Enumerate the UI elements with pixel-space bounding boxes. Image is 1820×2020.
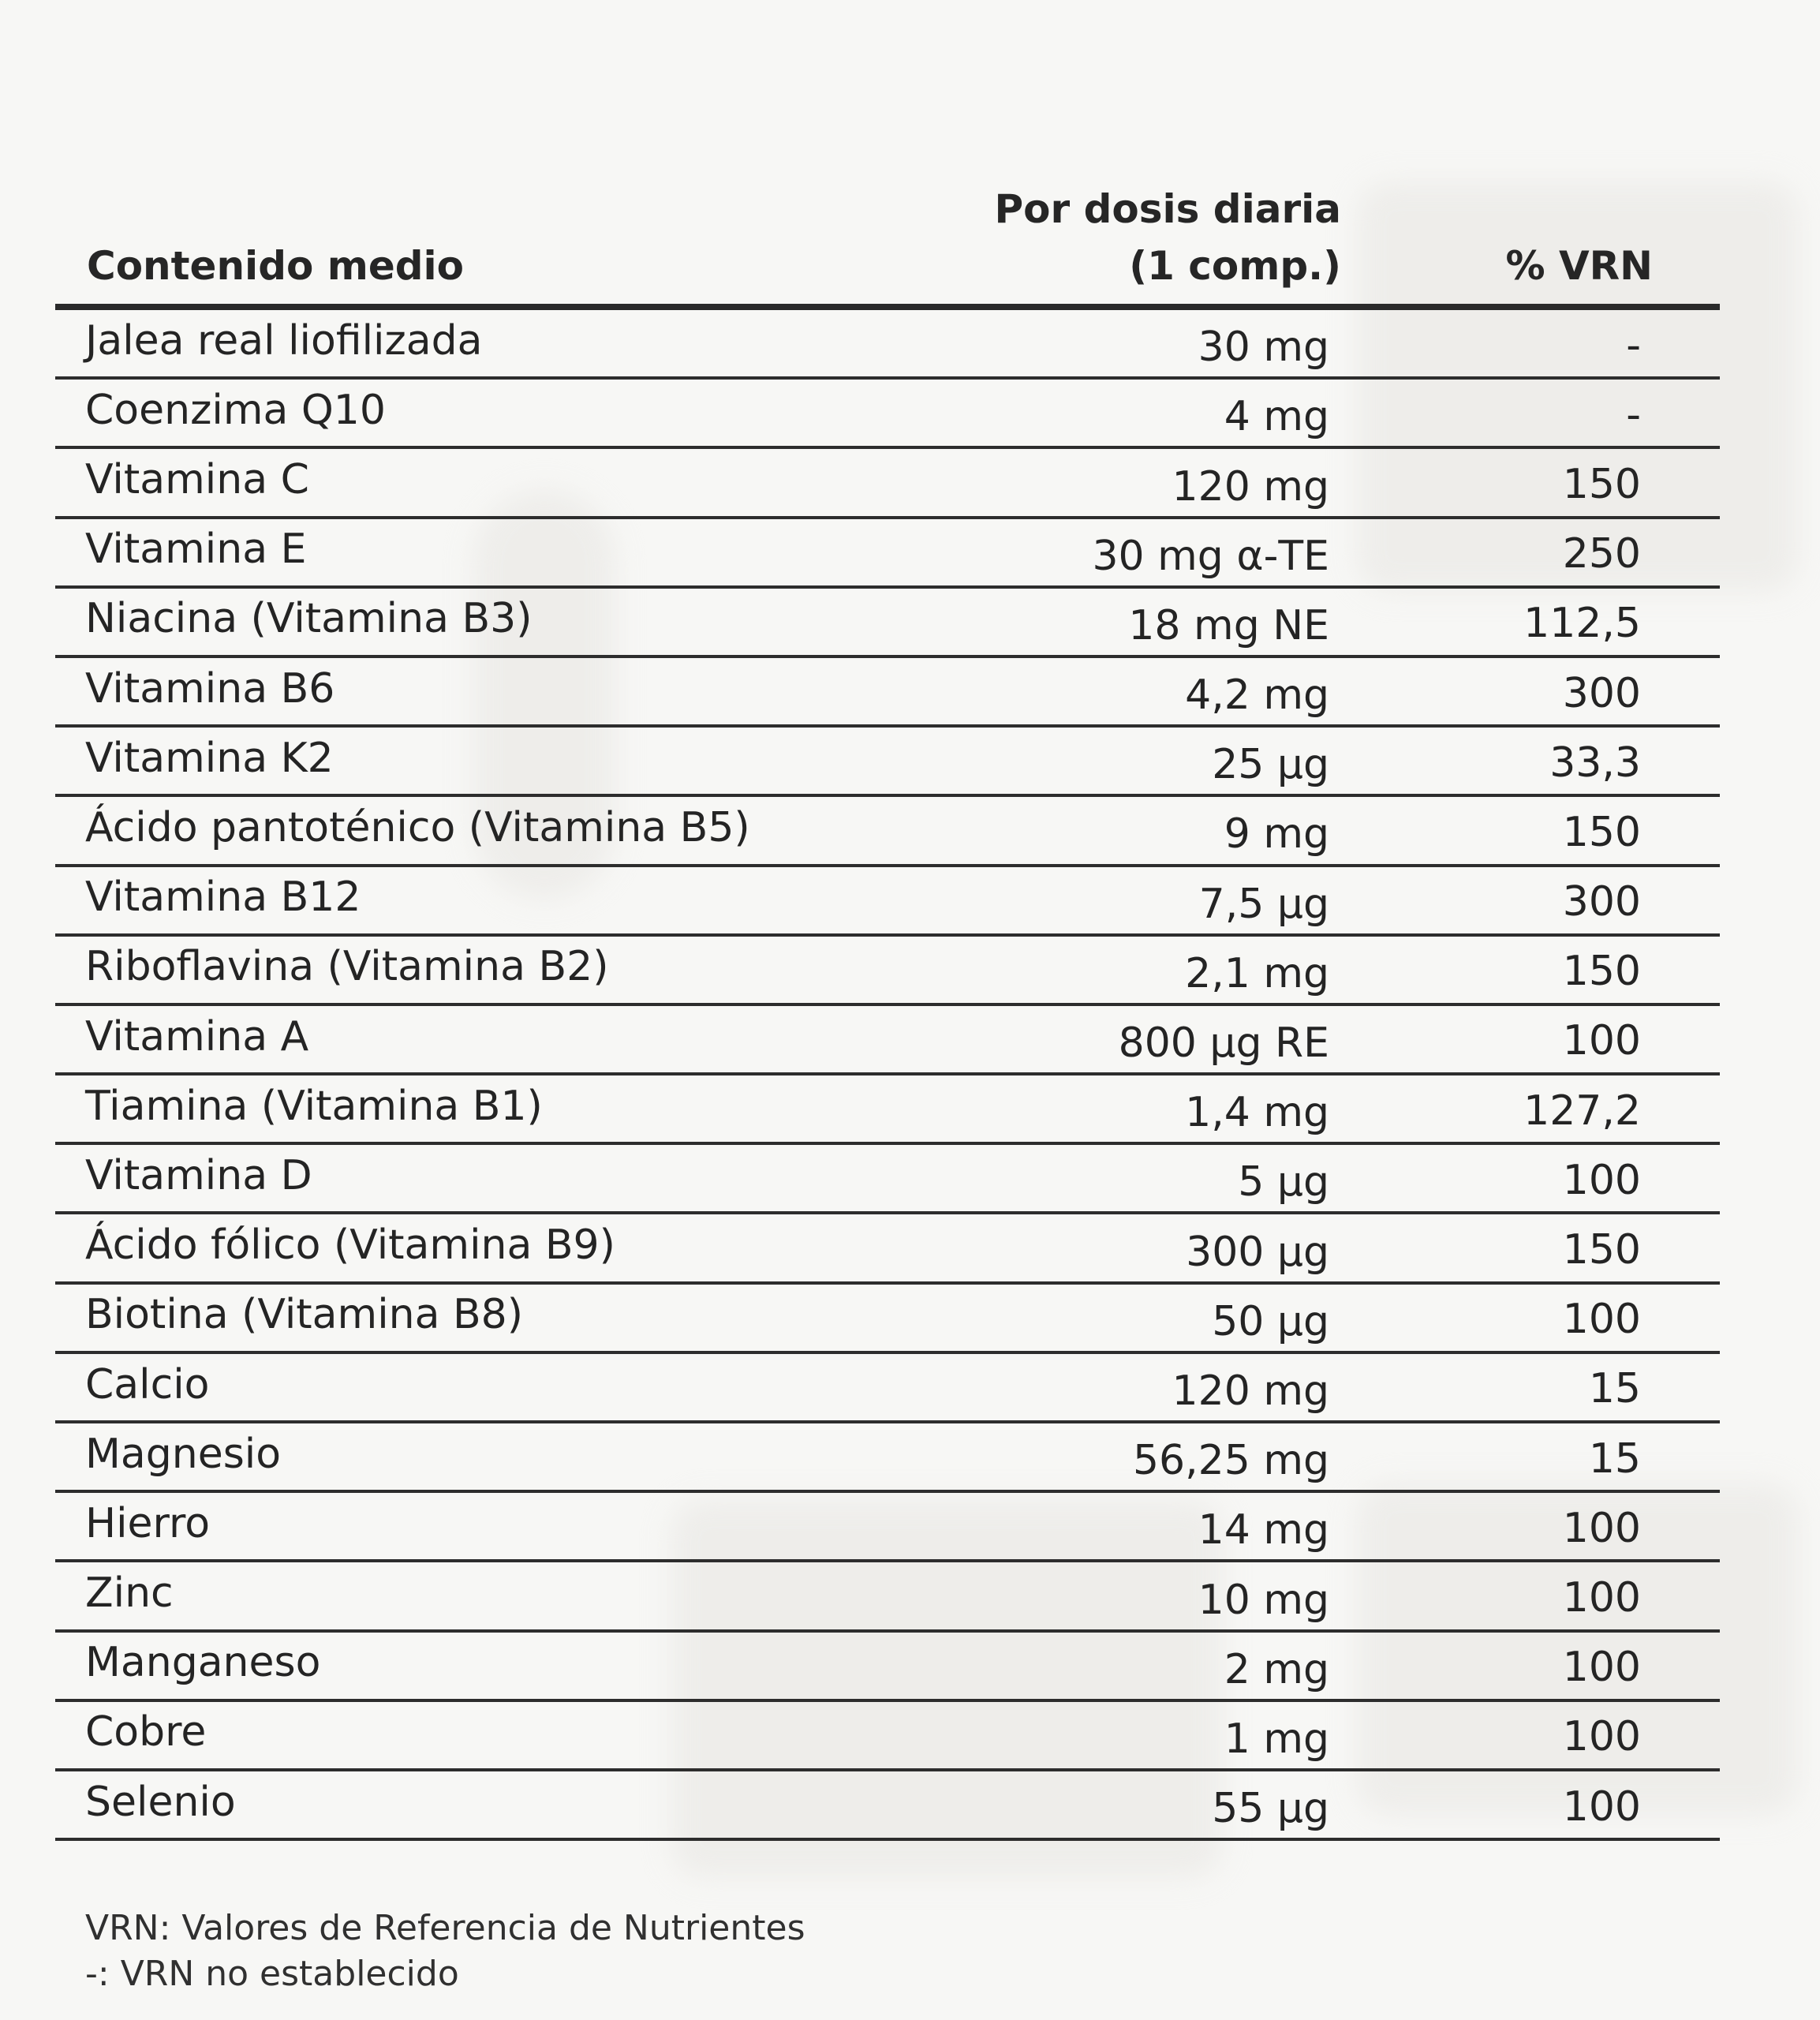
nutrient-dose: 800 µg RE <box>1118 1019 1329 1068</box>
nutrient-dose: 1 mg <box>1224 1715 1329 1763</box>
nutrient-name: Selenio <box>85 1778 236 1826</box>
nutrient-vrn: 150 <box>1562 1226 1641 1274</box>
nutrient-vrn: 150 <box>1562 460 1641 508</box>
nutrient-vrn: 100 <box>1562 1156 1641 1204</box>
nutrient-name: Magnesio <box>85 1430 282 1478</box>
header-contenido-medio: Contenido medio <box>87 243 465 289</box>
nutrient-dose: 9 mg <box>1224 810 1329 858</box>
nutrient-vrn: 15 <box>1588 1365 1641 1413</box>
nutrient-vrn: 150 <box>1562 808 1641 856</box>
table-row <box>55 1702 1720 1771</box>
nutrient-vrn: 112,5 <box>1523 600 1641 648</box>
nutrient-dose: 7,5 µg <box>1198 880 1329 928</box>
nutrient-name: Vitamina E <box>85 526 307 574</box>
header-vrn: % VRN <box>1505 243 1653 289</box>
footnote-dash: -: VRN no establecido <box>85 1954 459 1994</box>
table-row <box>55 1214 1720 1284</box>
nutrient-vrn: - <box>1626 391 1641 439</box>
nutrient-name: Jalea real liofilizada <box>85 316 483 365</box>
nutrient-dose: 2,1 mg <box>1185 949 1329 997</box>
nutrient-name: Vitamina C <box>85 456 309 504</box>
nutrient-dose: 30 mg <box>1198 324 1329 372</box>
nutrient-dose: 4 mg <box>1224 393 1329 441</box>
nutrient-dose: 18 mg NE <box>1128 601 1329 649</box>
nutrient-name: Hierro <box>85 1499 211 1547</box>
nutrient-name: Tiamina (Vitamina B1) <box>85 1082 543 1130</box>
nutrient-dose: 30 mg α-TE <box>1092 532 1329 580</box>
nutrient-name: Vitamina B12 <box>85 873 361 922</box>
nutrient-vrn: 100 <box>1562 1504 1641 1552</box>
nutrient-name: Manganeso <box>85 1639 321 1687</box>
table-row <box>55 1354 1720 1423</box>
nutrient-vrn: 250 <box>1562 530 1641 578</box>
nutrient-name: Coenzima Q10 <box>85 386 386 434</box>
nutrient-vrn: 300 <box>1562 669 1641 717</box>
header-dose-line2: (1 comp.) <box>1129 243 1341 289</box>
nutrient-vrn: 300 <box>1562 878 1641 926</box>
nutrient-vrn: 100 <box>1562 1017 1641 1065</box>
nutrient-name: Ácido pantoténico (Vitamina B5) <box>85 804 750 852</box>
nutrient-dose: 56,25 mg <box>1132 1437 1329 1485</box>
nutrient-name: Zinc <box>85 1569 174 1618</box>
nutrient-name: Vitamina K2 <box>85 734 334 782</box>
table-row <box>55 1423 1720 1493</box>
nutrition-table <box>55 162 1720 1841</box>
table-row <box>55 1145 1720 1214</box>
table-row <box>55 867 1720 937</box>
table-row <box>55 589 1720 658</box>
table-row <box>55 1633 1720 1702</box>
footnote-vrn: VRN: Valores de Referencia de Nutrientes <box>85 1908 805 1948</box>
table-row <box>55 1493 1720 1562</box>
nutrient-vrn: - <box>1626 321 1641 369</box>
table-row <box>55 728 1720 797</box>
table-row <box>55 937 1720 1006</box>
nutrient-vrn: 100 <box>1562 1296 1641 1344</box>
table-row <box>55 449 1720 518</box>
header-dose-line1: Por dosis diaria <box>994 186 1341 232</box>
nutrient-name: Cobre <box>85 1708 207 1756</box>
nutrient-dose: 120 mg <box>1172 1367 1329 1415</box>
table-row <box>55 1285 1720 1354</box>
nutrient-dose: 50 µg <box>1212 1297 1329 1345</box>
footnotes <box>85 1906 805 1997</box>
table-row <box>55 658 1720 728</box>
nutrient-dose: 120 mg <box>1172 462 1329 511</box>
nutrient-name: Ácido fólico (Vitamina B9) <box>85 1221 615 1270</box>
nutrient-name: Vitamina B6 <box>85 664 335 713</box>
nutrient-vrn: 100 <box>1562 1782 1641 1831</box>
table-row <box>55 797 1720 866</box>
table-row <box>55 1562 1720 1632</box>
nutrient-dose: 55 µg <box>1212 1785 1329 1833</box>
nutrient-dose: 300 µg <box>1186 1228 1329 1276</box>
nutrient-vrn: 150 <box>1562 948 1641 996</box>
nutrient-dose: 25 µg <box>1212 741 1329 789</box>
nutrient-dose: 4,2 mg <box>1185 671 1329 720</box>
nutrient-dose: 14 mg <box>1198 1506 1329 1554</box>
nutrient-dose: 1,4 mg <box>1185 1089 1329 1137</box>
table-row <box>55 310 1720 380</box>
nutrient-vrn: 127,2 <box>1523 1087 1641 1135</box>
nutrient-name: Niacina (Vitamina B3) <box>85 595 533 643</box>
nutrient-dose: 10 mg <box>1198 1576 1329 1624</box>
table-row <box>55 1771 1720 1841</box>
nutrient-vrn: 100 <box>1562 1573 1641 1622</box>
table-body <box>55 310 1720 1841</box>
header-por-dosis <box>995 181 1341 294</box>
nutrient-name: Vitamina D <box>85 1151 312 1199</box>
nutrient-vrn: 100 <box>1562 1713 1641 1761</box>
nutrient-dose: 5 µg <box>1238 1158 1329 1206</box>
nutrient-vrn: 33,3 <box>1549 739 1641 787</box>
nutrient-name: Biotina (Vitamina B8) <box>85 1291 524 1339</box>
nutrient-vrn: 15 <box>1588 1435 1641 1483</box>
nutrient-vrn: 100 <box>1562 1644 1641 1692</box>
table-header <box>55 162 1720 310</box>
table-row <box>55 519 1720 589</box>
nutrient-name: Vitamina A <box>85 1012 309 1060</box>
nutrient-name: Riboflavina (Vitamina B2) <box>85 943 609 991</box>
table-row <box>55 380 1720 449</box>
table-row <box>55 1075 1720 1145</box>
nutrient-name: Calcio <box>85 1360 210 1408</box>
table-row <box>55 1006 1720 1075</box>
nutrient-dose: 2 mg <box>1224 1645 1329 1693</box>
